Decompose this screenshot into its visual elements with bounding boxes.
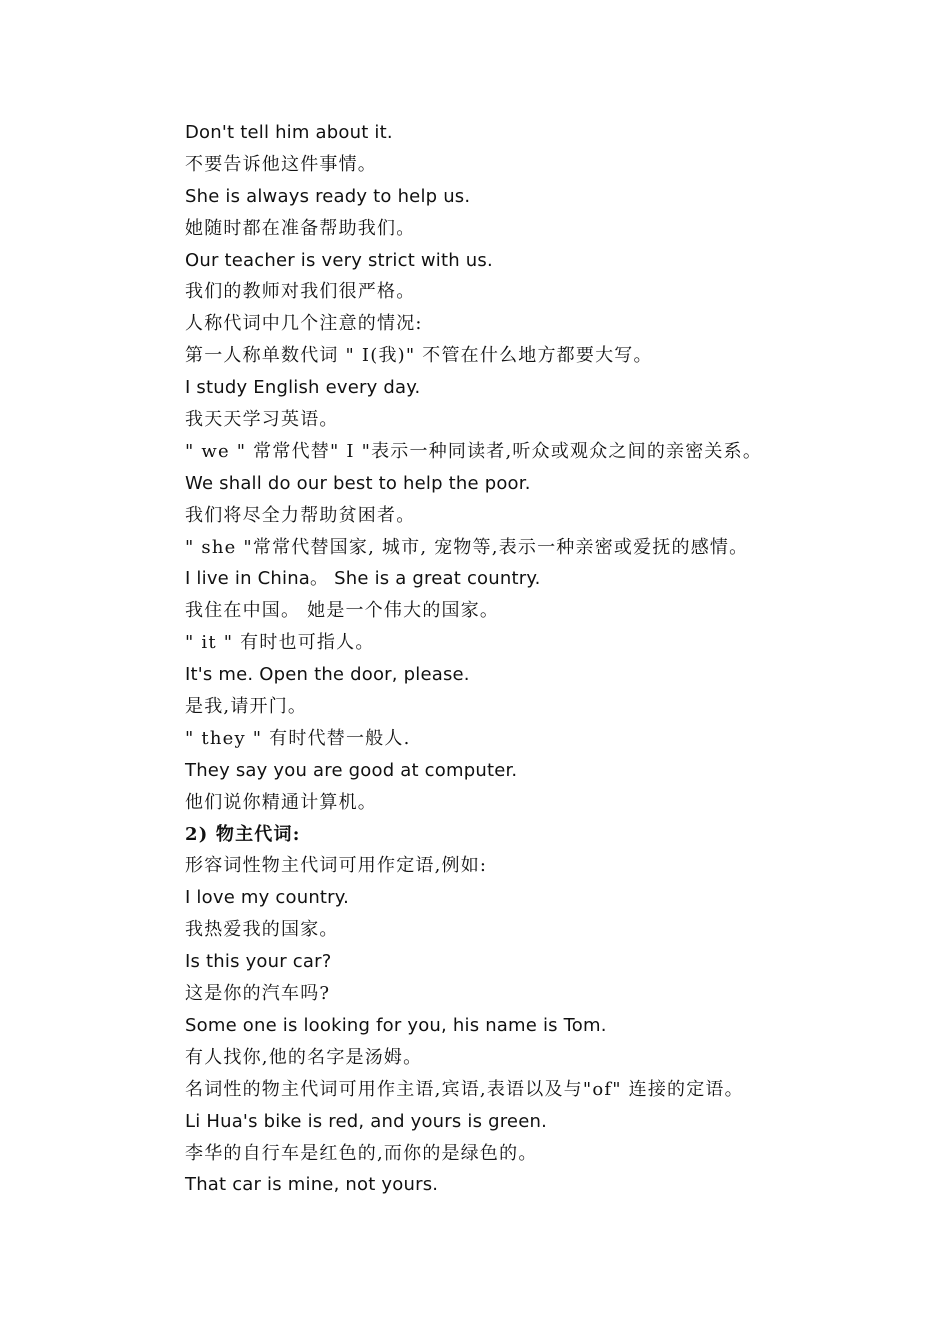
text-line: I live in China。 She is a great country. — [185, 568, 541, 590]
text-line: 名词性的物主代词可用作主语,宾语,表语以及与"of" 连接的定语。 — [185, 1078, 744, 1100]
text-line: 我们将尽全力帮助贫困者。 — [185, 504, 416, 526]
text-line: 我天天学习英语。 — [185, 409, 339, 431]
text-line: Some one is looking for you, his name is Tom. — [185, 1014, 607, 1036]
text-line: She is always ready to help us. — [185, 185, 471, 207]
text-line: 不要告诉他这件事情。 — [185, 153, 377, 175]
document-body — [185, 117, 885, 1201]
text-line: Don't tell him about it. — [185, 122, 393, 143]
text-line: " she "常常代替国家, 城市, 宠物等,表示一种亲密或爱抚的感情。 — [185, 536, 749, 558]
text-line: 这是你的汽车吗? — [185, 983, 331, 1005]
text-line: " they " 有时代替一般人. — [185, 727, 411, 749]
text-line: We shall do our best to help the poor. — [185, 472, 531, 494]
text-line: They say you are good at computer. — [185, 759, 518, 781]
text-line: 我住在中国。 她是一个伟大的国家。 — [185, 600, 500, 622]
text-line: 形容词性物主代词可用作定语,例如: — [185, 855, 488, 877]
text-line: 我热爱我的国家。 — [185, 919, 339, 941]
text-line: I love my country. — [185, 887, 349, 909]
text-line: Is this your car? — [185, 951, 332, 973]
text-line: Li Hua's bike is red, and yours is green. — [185, 1110, 547, 1132]
text-line: 我们的教师对我们很严格。 — [185, 281, 416, 303]
text-line: " it " 有时也可指人。 — [185, 632, 375, 654]
text-line: 李华的自行车是红色的,而你的是绿色的。 — [185, 1142, 538, 1164]
text-line: " we " 常常代替" I "表示一种同读者,听众或观众之间的亲密关系。 — [185, 440, 763, 462]
text-line: That car is mine, not yours. — [185, 1174, 439, 1196]
text-line: 第一人称单数代词 " I(我)" 不管在什么地方都要大写。 — [185, 345, 653, 367]
text-line: 是我,请开门。 — [185, 696, 308, 718]
text-line: Our teacher is very strict with us. — [185, 249, 493, 271]
text-line: I study English every day. — [185, 377, 421, 399]
text-line: 有人找你,他的名字是汤姆。 — [185, 1046, 423, 1068]
section-heading: 2) 物主代词: — [185, 823, 301, 845]
text-line: It's me. Open the door, please. — [185, 664, 470, 686]
text-line: 她随时都在准备帮助我们。 — [185, 217, 416, 239]
text-line: 人称代词中几个注意的情况: — [185, 313, 423, 335]
text-line: 他们说你精通计算机。 — [185, 791, 377, 813]
